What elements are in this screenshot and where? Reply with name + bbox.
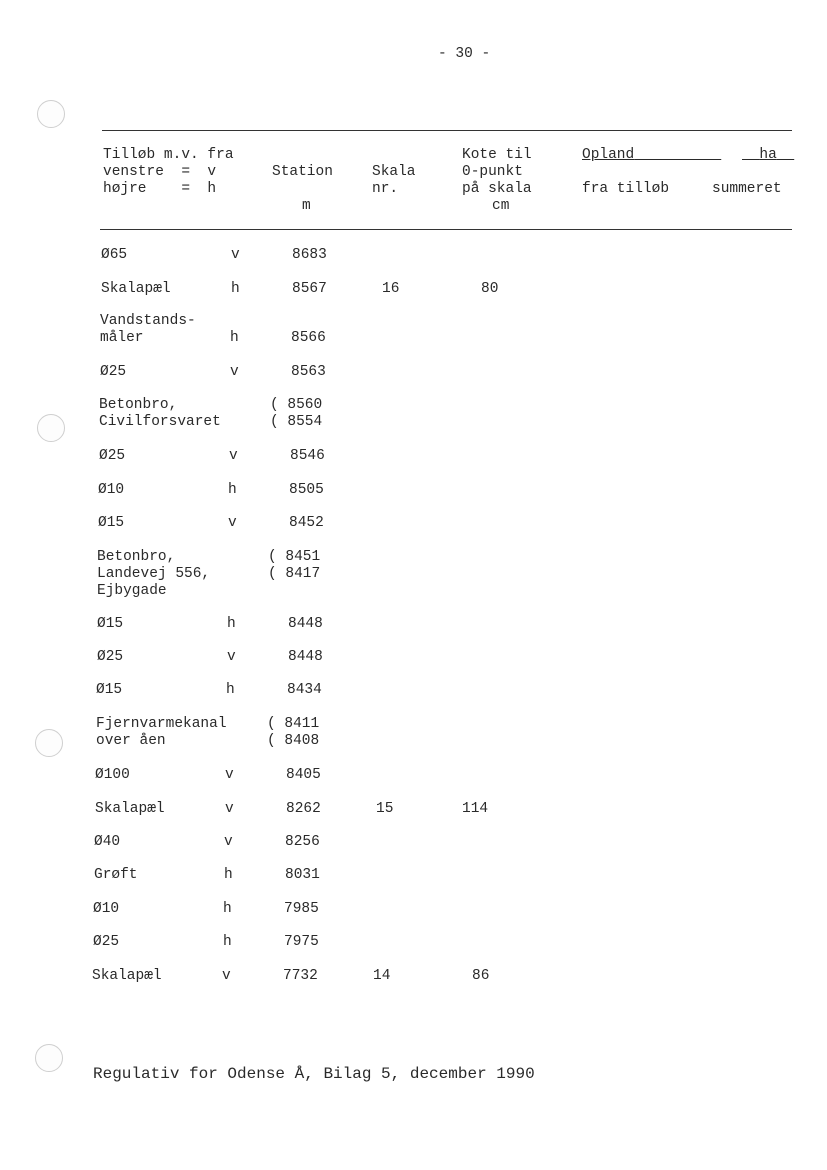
header-opland: Opland: [582, 147, 635, 163]
row-station: 8566: [291, 330, 326, 346]
row-station: 8567: [292, 281, 327, 297]
row-station: 7985: [284, 901, 319, 917]
row-name: Ø25: [99, 448, 126, 464]
row-station: ( 8408: [267, 733, 320, 749]
row-station: 8546: [290, 448, 325, 464]
row-name: Ø15: [96, 682, 123, 698]
row-station: 8452: [289, 515, 324, 531]
row-name: Ø100: [95, 767, 130, 783]
row-name: Ø15: [98, 515, 125, 531]
row-side: h: [223, 901, 232, 917]
row-skala: 16: [382, 281, 400, 297]
header-col1-line3: højre = h: [103, 181, 217, 197]
footer-text: Regulativ for Odense Å, Bilag 5, december 1990: [93, 1065, 535, 1083]
page-number: - 30 -: [438, 46, 491, 62]
row-station: 8505: [289, 482, 324, 498]
row-name: over åen: [96, 733, 166, 749]
row-side: v: [229, 448, 238, 464]
header-station-unit: m: [302, 198, 311, 214]
row-name: Ø10: [93, 901, 120, 917]
row-station: 7732: [283, 968, 318, 984]
header-summeret: summeret: [712, 181, 782, 197]
row-name: Ø25: [100, 364, 127, 380]
row-side: h: [231, 281, 240, 297]
header-kote-line4: cm: [492, 198, 510, 214]
header-kote-line3: på skala: [462, 181, 532, 197]
header-kote-line2: 0-punkt: [462, 164, 523, 180]
header-skala-line1: Skala: [372, 164, 416, 180]
row-side: h: [223, 934, 232, 950]
punch-hole-2: [37, 414, 65, 442]
row-station: 8683: [292, 247, 327, 263]
row-station: ( 8451: [268, 549, 321, 565]
header-skala-line2: nr.: [372, 181, 399, 197]
row-name: Ø65: [101, 247, 128, 263]
row-name: Ø25: [93, 934, 120, 950]
row-kote: 80: [481, 281, 499, 297]
row-name: Ø15: [97, 616, 124, 632]
row-name: Fjernvarmekanal: [96, 716, 227, 732]
row-side: h: [226, 682, 235, 698]
punch-hole-1: [37, 100, 65, 128]
row-side: v: [228, 515, 237, 531]
header-fra-tillob: fra tilløb: [582, 181, 670, 197]
row-station: 8405: [286, 767, 321, 783]
row-station: 8434: [287, 682, 322, 698]
punch-hole-3: [35, 729, 63, 757]
header-station: Station: [272, 164, 333, 180]
row-station: 7975: [284, 934, 319, 950]
row-skala: 15: [376, 801, 394, 817]
header-col1-line1: Tilløb m.v. fra: [103, 147, 234, 163]
row-side: v: [230, 364, 239, 380]
row-side: v: [231, 247, 240, 263]
row-name: Betonbro,: [99, 397, 178, 413]
row-name: Skalapæl: [92, 968, 162, 984]
row-side: h: [228, 482, 237, 498]
row-name: Ejbygade: [97, 583, 167, 599]
row-station: 8256: [285, 834, 320, 850]
row-side: v: [224, 834, 233, 850]
row-name: Ø40: [94, 834, 121, 850]
row-side: v: [225, 801, 234, 817]
row-name: Ø25: [97, 649, 124, 665]
row-kote: 114: [462, 801, 489, 817]
row-kote: 86: [472, 968, 490, 984]
row-side: h: [230, 330, 239, 346]
row-station: 8563: [291, 364, 326, 380]
row-side: h: [224, 867, 233, 883]
row-skala: 14: [373, 968, 391, 984]
row-station: 8262: [286, 801, 321, 817]
row-station: ( 8554: [270, 414, 323, 430]
row-name: Skalapæl: [101, 281, 171, 297]
row-station: 8031: [285, 867, 320, 883]
row-side: v: [225, 767, 234, 783]
row-name: Ø10: [98, 482, 125, 498]
punch-hole-4: [35, 1044, 63, 1072]
header-top-rule: [102, 130, 792, 131]
row-name: måler: [100, 330, 144, 346]
header-col1-line2: venstre = v: [103, 164, 217, 180]
row-name: Betonbro,: [97, 549, 176, 565]
row-station: ( 8560: [270, 397, 323, 413]
header-kote-line1: Kote til: [462, 147, 532, 163]
row-station: ( 8417: [268, 566, 321, 582]
row-name: Grøft: [94, 867, 138, 883]
row-name: Landevej 556,: [97, 566, 211, 582]
header-bottom-rule: [100, 229, 792, 230]
row-station: ( 8411: [267, 716, 320, 732]
header-ha: ha: [759, 147, 777, 163]
row-side: h: [227, 616, 236, 632]
row-name: Skalapæl: [95, 801, 165, 817]
row-station: 8448: [288, 649, 323, 665]
row-name: Civilforsvaret: [99, 414, 221, 430]
row-side: v: [227, 649, 236, 665]
row-side: v: [222, 968, 231, 984]
row-name: Vandstands-: [100, 313, 196, 329]
row-station: 8448: [288, 616, 323, 632]
